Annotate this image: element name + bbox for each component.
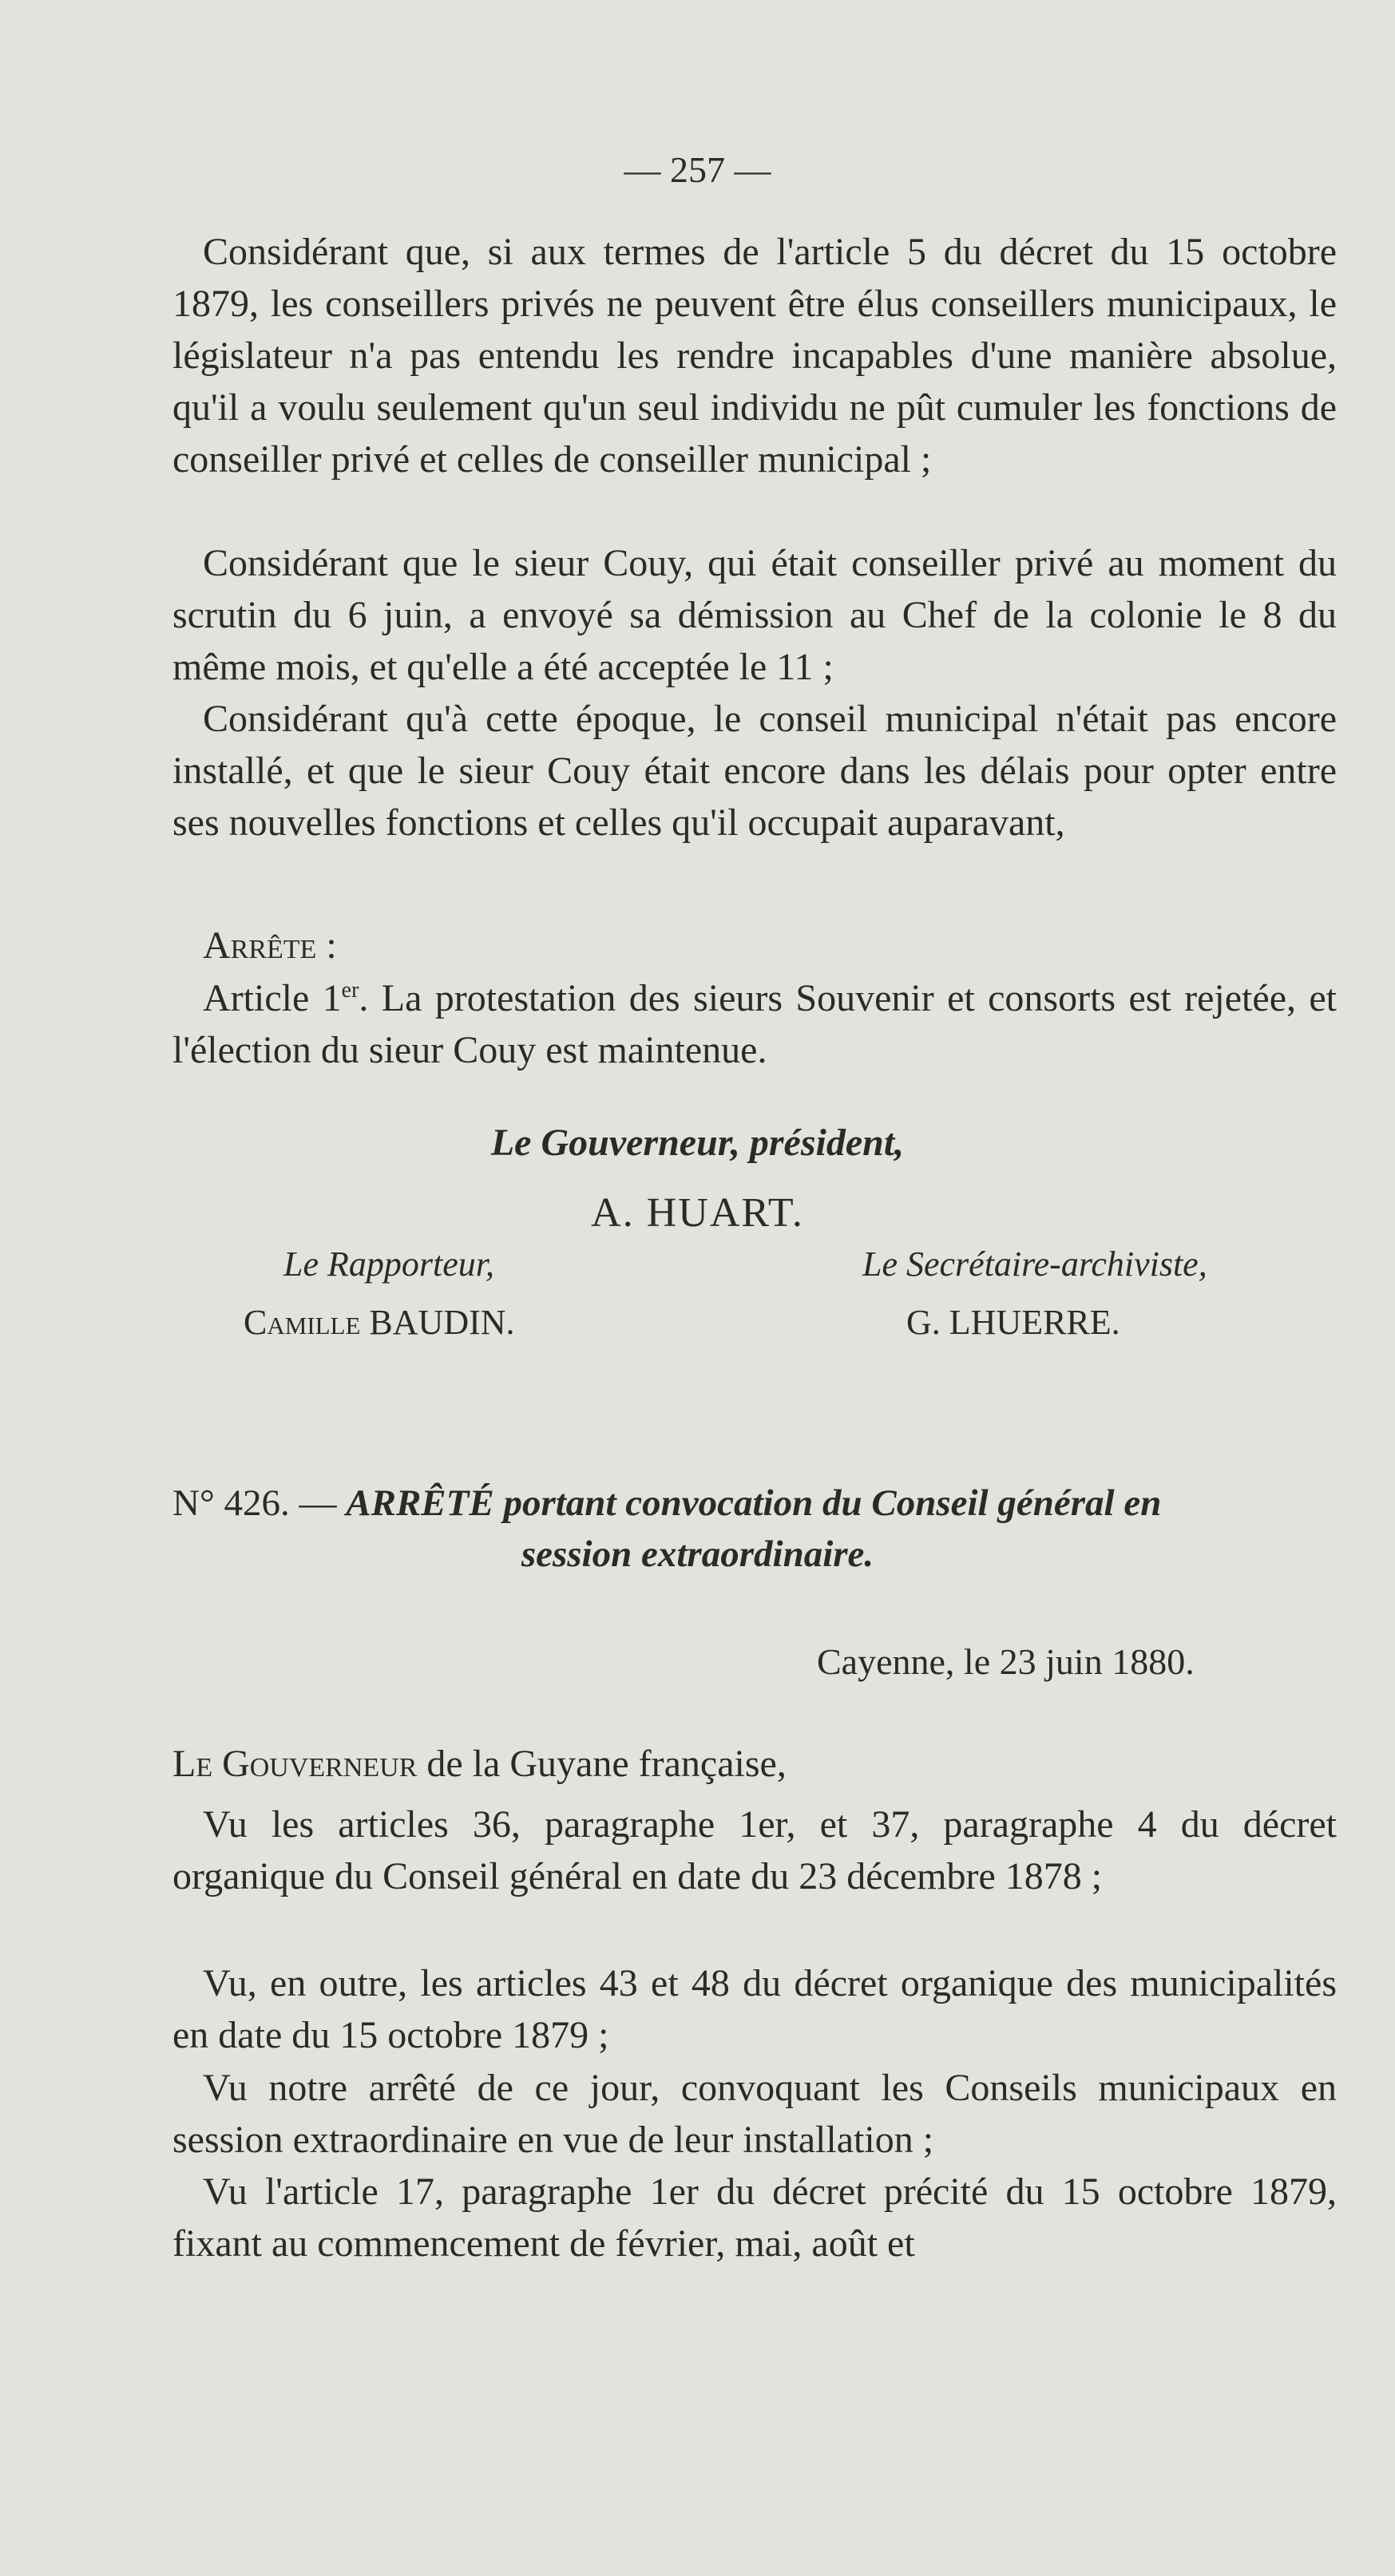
governor-name: A. HUART. [591,1190,804,1236]
governor-title: Le Gouverneur, président, [490,1122,905,1164]
arrete-heading: Arrête : [203,924,337,967]
article-1 [172,972,1337,1076]
rapporteur-title: Le Rapporteur, [283,1244,494,1284]
page-number: — 257 — [624,149,771,190]
vu-1: Vu les articles 36, paragraphe 1er, et 37, paragraphe 4 du décret organique du Conseil général en date du 23 décembre 1878 ; [172,1803,1337,1897]
rapporteur-name [244,1299,515,1347]
rapporteur-name-text: Camille BAUDIN. [244,1303,515,1342]
secretary-title: Le Secrétaire-archiviste, [862,1244,1207,1284]
paragraph-considerant-3: Considérant qu'à cette époque, le conseil municipal n'était pas encore installé, et que le sieur Couy était encore dans les délais pour opter entre ses nouvelles fonctions et celles qu'il occupait auparavant, [172,698,1337,844]
decree-title-line-2: session extraordinaire. [521,1533,874,1575]
article-1-prefix: Article 1 [203,977,342,1019]
vu-3: Vu notre arrêté de ce jour, convoquant les Conseils municipaux en session extraordinaire en vue de leur installation ; [172,2067,1337,2161]
intro-governor: Le Gouverneur [172,1743,418,1785]
secretary-name: G. LHUERRE. [906,1303,1120,1342]
decree-title-line-1 [172,1479,1161,1527]
vu-2: Vu, en outre, les articles 43 et 48 du décret organique des municipalités en date du 15 octobre 1879 ; [172,1962,1337,2056]
intro-line [172,1740,787,1788]
decree-number: N° 426. — [172,1482,337,1524]
intro-rest: de la Guyane française, [417,1743,787,1785]
place-date: Cayenne, le 23 juin 1880. [817,1641,1195,1682]
article-1-text: . La protestation des sieurs Souvenir et consorts est rejetée, et l'élection du sieur Couy est maintenue. [172,977,1338,1071]
paragraph-considerant-1: Considérant que, si aux termes de l'article 5 du décret du 15 octobre 1879, les conseillers privés ne peuvent être élus conseillers municipaux, le législateur n'a pas entendu les rendre incapables d'une manière absolue, qu'il a voulu seulement qu'un seul individu ne pût cumuler les fonctions de conseiller privé et celles de conseiller municipal ; [172,231,1337,481]
article-1-sup: er [341,978,359,1003]
decree-title-text: ARRÊTÉ portant convocation du Conseil général en [346,1482,1162,1524]
vu-4: Vu l'article 17, paragraphe 1er du décret précité du 15 octobre 1879, fixant au commencement de février, mai, août et [172,2170,1337,2265]
paragraph-considerant-2: Considérant que le sieur Couy, qui était conseiller privé au moment du scrutin du 6 juin, a envoyé sa démission au Chef de la colonie le 8 du même mois, et qu'elle a été acceptée le 11 ; [172,542,1337,688]
